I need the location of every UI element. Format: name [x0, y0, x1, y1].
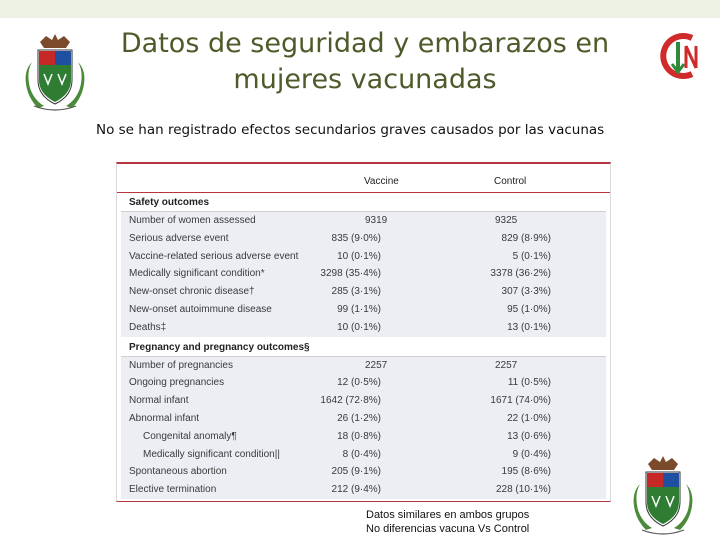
control-value: 1671 (74·0%) [490, 395, 551, 407]
row-label: Serious adverse event [129, 232, 229, 244]
header-vaccine: Vaccine [364, 176, 399, 187]
row-label: Spontaneous abortion [129, 466, 227, 478]
control-value: 22 (1·0%) [507, 412, 551, 424]
table-row [121, 463, 606, 481]
coat-of-arms-icon [24, 32, 86, 114]
safety-table [116, 162, 611, 502]
table-row [121, 212, 606, 230]
row-label: Elective termination [129, 484, 217, 496]
row-label: Number of women assessed [129, 215, 256, 226]
vaccine-value: 10 (0·1%) [337, 321, 381, 333]
table-body [117, 192, 610, 499]
summary-note-line2: No diferencias vacuna Vs Control [366, 523, 530, 535]
table-row [121, 319, 606, 337]
table-row [121, 265, 606, 283]
row-label: Medically significant condition|| [143, 448, 280, 460]
slide-title-line1: Datos de seguridad y embarazos en [120, 28, 610, 59]
row-label: Normal infant [129, 395, 189, 407]
vaccine-value: 212 (9·4%) [331, 484, 381, 496]
vaccine-value: 205 (9·1%) [331, 466, 381, 478]
coat-of-arms-icon [632, 454, 694, 538]
vaccine-value: 1642 (72·8%) [320, 395, 381, 407]
row-label: Congenital anomaly¶ [143, 430, 237, 442]
row-label: New-onset chronic disease† [129, 286, 255, 298]
table-row [121, 392, 606, 410]
row-label: Number of pregnancies [129, 359, 233, 371]
slide-subtitle: No se han registrado efectos secundarios graves causados por las vacunas [96, 122, 605, 138]
table-row [121, 481, 606, 499]
vaccine-value: 835 (9·0%) [331, 232, 381, 244]
institute-logo-icon [652, 28, 704, 84]
control-value: 11 (0·5%) [507, 377, 551, 389]
vaccine-value: 8 (0·4%) [342, 448, 381, 460]
control-value: 13 (0·1%) [507, 321, 551, 333]
row-label: New-onset autoimmune disease [129, 303, 272, 315]
vaccine-value: 12 (0·5%) [337, 377, 381, 389]
table-row [121, 283, 606, 301]
row-label: Abnormal infant [129, 412, 200, 424]
control-value: 9325 [495, 215, 518, 226]
control-value: 95 (1·0%) [507, 303, 551, 315]
table-row [121, 301, 606, 319]
table-header [117, 170, 610, 193]
table-row [121, 446, 606, 464]
table-row [121, 357, 606, 375]
control-value: 195 (8·6%) [501, 466, 551, 478]
vaccine-value: 10 (0·1%) [337, 250, 381, 262]
table-row [121, 248, 606, 266]
table-row [121, 410, 606, 428]
section-header [117, 194, 610, 211]
control-value: 307 (3·3%) [501, 286, 551, 298]
summary-note [366, 508, 529, 536]
slide-title [95, 26, 635, 98]
vaccine-value: 9319 [365, 215, 388, 226]
control-value: 3378 (36·2%) [490, 268, 551, 280]
control-value: 829 (8·9%) [501, 232, 551, 244]
row-label: Ongoing pregnancies [129, 377, 225, 389]
row-label: Deaths‡ [129, 321, 167, 333]
section-header [117, 339, 610, 356]
section-title: Safety outcomes [129, 197, 210, 208]
vaccine-value: 99 (1·1%) [337, 303, 381, 315]
section-rows [121, 357, 606, 499]
control-value: 2257 [495, 359, 518, 371]
table-row [121, 374, 606, 392]
section-rows [121, 212, 606, 337]
section-title: Pregnancy and pregnancy outcomes§ [129, 341, 310, 353]
control-value: 9 (0·4%) [512, 448, 551, 460]
vaccine-value: 2257 [365, 359, 388, 371]
slide-title-line2: mujeres vacunadas [233, 64, 497, 95]
top-band [0, 0, 720, 18]
header-control: Control [494, 176, 527, 187]
control-value: 5 (0·1%) [512, 250, 551, 262]
control-value: 13 (0·6%) [507, 430, 551, 442]
summary-note-line1: Datos similares en ambos grupos [366, 509, 530, 521]
control-value: 228 (10·1%) [495, 484, 551, 496]
vaccine-value: 285 (3·1%) [331, 286, 381, 298]
vaccine-value: 26 (1·2%) [337, 412, 381, 424]
table-row [121, 428, 606, 446]
row-label: Vaccine-related serious adverse event [129, 250, 299, 262]
vaccine-value: 3298 (35·4%) [320, 268, 381, 280]
vaccine-value: 18 (0·8%) [337, 430, 381, 442]
table-row [121, 230, 606, 248]
row-label: Medically significant condition* [129, 268, 265, 280]
